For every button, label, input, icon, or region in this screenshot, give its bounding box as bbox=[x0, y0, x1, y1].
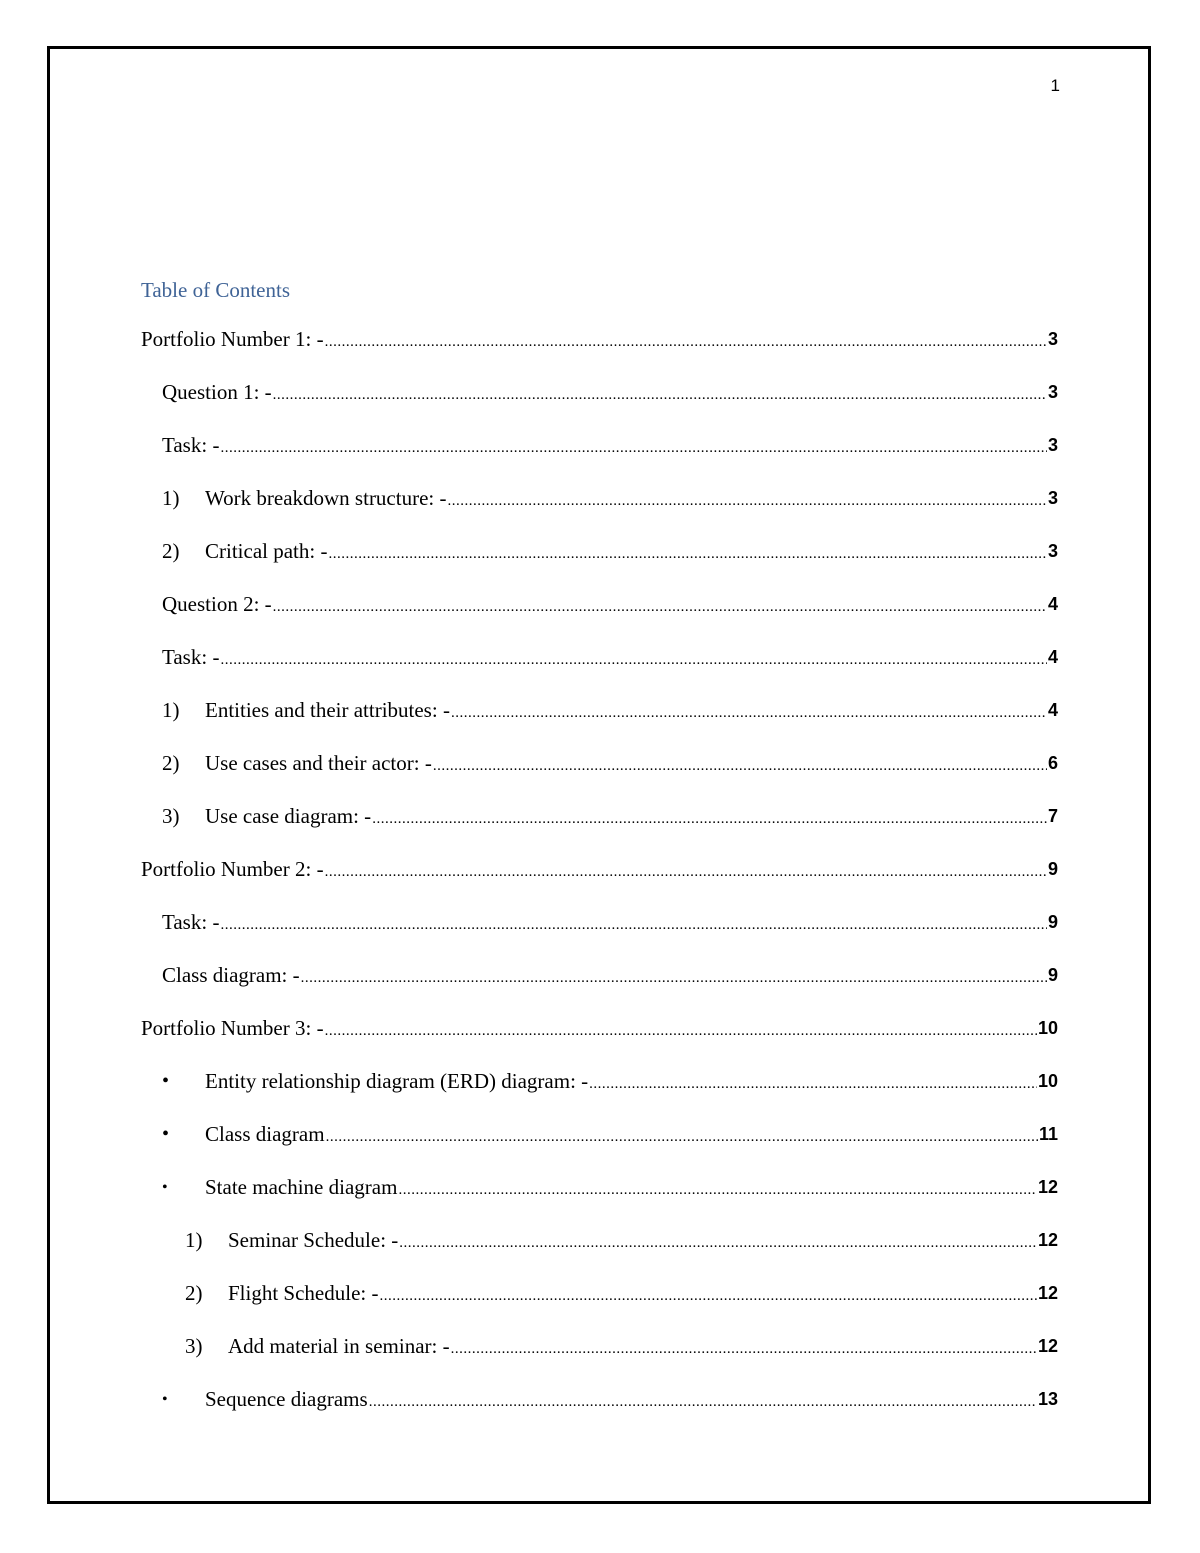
toc-page-number: 13 bbox=[1037, 1389, 1058, 1409]
toc-heading: Table of Contents bbox=[141, 278, 290, 302]
toc-entry[interactable] bbox=[141, 1214, 1058, 1267]
toc-entry-title: Task: - bbox=[162, 910, 220, 934]
dot-leader bbox=[589, 1071, 1037, 1092]
toc-entry-title: Portfolio Number 1: - bbox=[141, 327, 324, 351]
list-number: 3) bbox=[162, 804, 180, 828]
dot-leader bbox=[273, 382, 1047, 403]
toc-page-number: 4 bbox=[1047, 647, 1058, 667]
dot-leader bbox=[328, 541, 1047, 562]
toc-page-number: 3 bbox=[1047, 382, 1058, 402]
toc-entry[interactable] bbox=[141, 366, 1058, 419]
toc-entry[interactable] bbox=[141, 631, 1058, 684]
toc-page-number: 6 bbox=[1047, 753, 1058, 773]
toc-entry-title: Seminar Schedule: - bbox=[228, 1228, 399, 1252]
toc-entry-title: Flight Schedule: - bbox=[228, 1281, 379, 1305]
dot-leader bbox=[447, 488, 1047, 509]
toc-entry-title: State machine diagram bbox=[205, 1175, 398, 1199]
toc-entry[interactable] bbox=[141, 1108, 1058, 1161]
toc-entry-title: Entities and their attributes: - bbox=[205, 698, 450, 722]
bullet-marker: • bbox=[162, 1390, 168, 1408]
toc-page-number: 3 bbox=[1047, 435, 1058, 455]
list-number: 2) bbox=[185, 1281, 203, 1305]
toc-entry-title: Use cases and their actor: - bbox=[205, 751, 432, 775]
toc-entry[interactable] bbox=[141, 313, 1058, 366]
dot-leader bbox=[399, 1230, 1037, 1251]
dot-leader bbox=[325, 1018, 1037, 1039]
toc-entry-title: Portfolio Number 2: - bbox=[141, 857, 324, 881]
toc-list bbox=[141, 313, 1058, 1426]
toc-entry[interactable] bbox=[141, 419, 1058, 472]
list-number: 1) bbox=[185, 1228, 203, 1252]
toc-entry[interactable] bbox=[141, 1267, 1058, 1320]
toc-page-number: 12 bbox=[1037, 1177, 1058, 1197]
dot-leader bbox=[326, 1124, 1038, 1145]
dot-leader bbox=[220, 435, 1047, 456]
toc-entry[interactable] bbox=[141, 1002, 1058, 1055]
toc-entry-title: Question 1: - bbox=[162, 380, 272, 404]
toc-page-number: 3 bbox=[1047, 329, 1058, 349]
toc-page-number: 9 bbox=[1047, 859, 1058, 879]
bullet-marker: • bbox=[162, 1070, 170, 1092]
bullet-marker: • bbox=[162, 1178, 168, 1196]
toc-page-number: 3 bbox=[1047, 488, 1058, 508]
dot-leader bbox=[220, 912, 1047, 933]
toc-entry[interactable] bbox=[141, 1320, 1058, 1373]
toc-page-number: 12 bbox=[1037, 1336, 1058, 1356]
toc-entry-title: Class diagram: - bbox=[162, 963, 300, 987]
list-number: 2) bbox=[162, 751, 180, 775]
toc-page-number: 10 bbox=[1037, 1018, 1058, 1038]
toc-page-number: 4 bbox=[1047, 700, 1058, 720]
toc-page-number: 11 bbox=[1038, 1124, 1058, 1144]
toc-page-number: 9 bbox=[1047, 912, 1058, 932]
dot-leader bbox=[301, 965, 1047, 986]
toc-entry[interactable] bbox=[141, 1373, 1058, 1426]
dot-leader bbox=[380, 1283, 1037, 1304]
dot-leader bbox=[451, 1336, 1037, 1357]
toc-entry-title: Add material in seminar: - bbox=[228, 1334, 450, 1358]
dot-leader bbox=[220, 647, 1047, 668]
page-number: 1 bbox=[1050, 76, 1060, 95]
toc-page-number: 4 bbox=[1047, 594, 1058, 614]
toc-entry[interactable] bbox=[141, 790, 1058, 843]
toc-page-number: 7 bbox=[1047, 806, 1058, 826]
toc-page-number: 3 bbox=[1047, 541, 1058, 561]
toc-entry[interactable] bbox=[141, 525, 1058, 578]
dot-leader bbox=[325, 329, 1047, 350]
dot-leader bbox=[369, 1389, 1037, 1410]
toc-page-number: 12 bbox=[1037, 1283, 1058, 1303]
toc-entry-title: Sequence diagrams bbox=[205, 1387, 368, 1411]
dot-leader bbox=[273, 594, 1047, 615]
dot-leader bbox=[372, 806, 1047, 827]
toc-page-number: 9 bbox=[1047, 965, 1058, 985]
bullet-marker: • bbox=[162, 1123, 170, 1145]
list-number: 1) bbox=[162, 486, 180, 510]
dot-leader bbox=[325, 859, 1047, 880]
toc-entry[interactable] bbox=[141, 896, 1058, 949]
list-number: 1) bbox=[162, 698, 180, 722]
toc-entry[interactable] bbox=[141, 684, 1058, 737]
list-number: 3) bbox=[185, 1334, 203, 1358]
toc-entry-title: Question 2: - bbox=[162, 592, 272, 616]
dot-leader bbox=[398, 1177, 1037, 1198]
toc-entry-title: Task: - bbox=[162, 433, 220, 457]
toc-entry-title: Use case diagram: - bbox=[205, 804, 372, 828]
toc-page-number: 12 bbox=[1037, 1230, 1058, 1250]
toc-entry[interactable] bbox=[141, 1055, 1058, 1108]
toc-entry[interactable] bbox=[141, 578, 1058, 631]
list-number: 2) bbox=[162, 539, 180, 563]
toc-entry-title: Class diagram bbox=[205, 1122, 325, 1146]
toc-entry-title: Portfolio Number 3: - bbox=[141, 1016, 324, 1040]
toc-entry[interactable] bbox=[141, 1161, 1058, 1214]
toc-entry[interactable] bbox=[141, 472, 1058, 525]
toc-entry-title: Entity relationship diagram (ERD) diagram: - bbox=[205, 1069, 589, 1093]
toc-entry-title: Task: - bbox=[162, 645, 220, 669]
toc-entry[interactable] bbox=[141, 843, 1058, 896]
dot-leader bbox=[451, 700, 1047, 721]
toc-entry[interactable] bbox=[141, 737, 1058, 790]
toc-entry-title: Work breakdown structure: - bbox=[205, 486, 447, 510]
toc-entry-title: Critical path: - bbox=[205, 539, 328, 563]
toc-page-number: 10 bbox=[1037, 1071, 1058, 1091]
toc-entry[interactable] bbox=[141, 949, 1058, 1002]
dot-leader bbox=[433, 753, 1047, 774]
